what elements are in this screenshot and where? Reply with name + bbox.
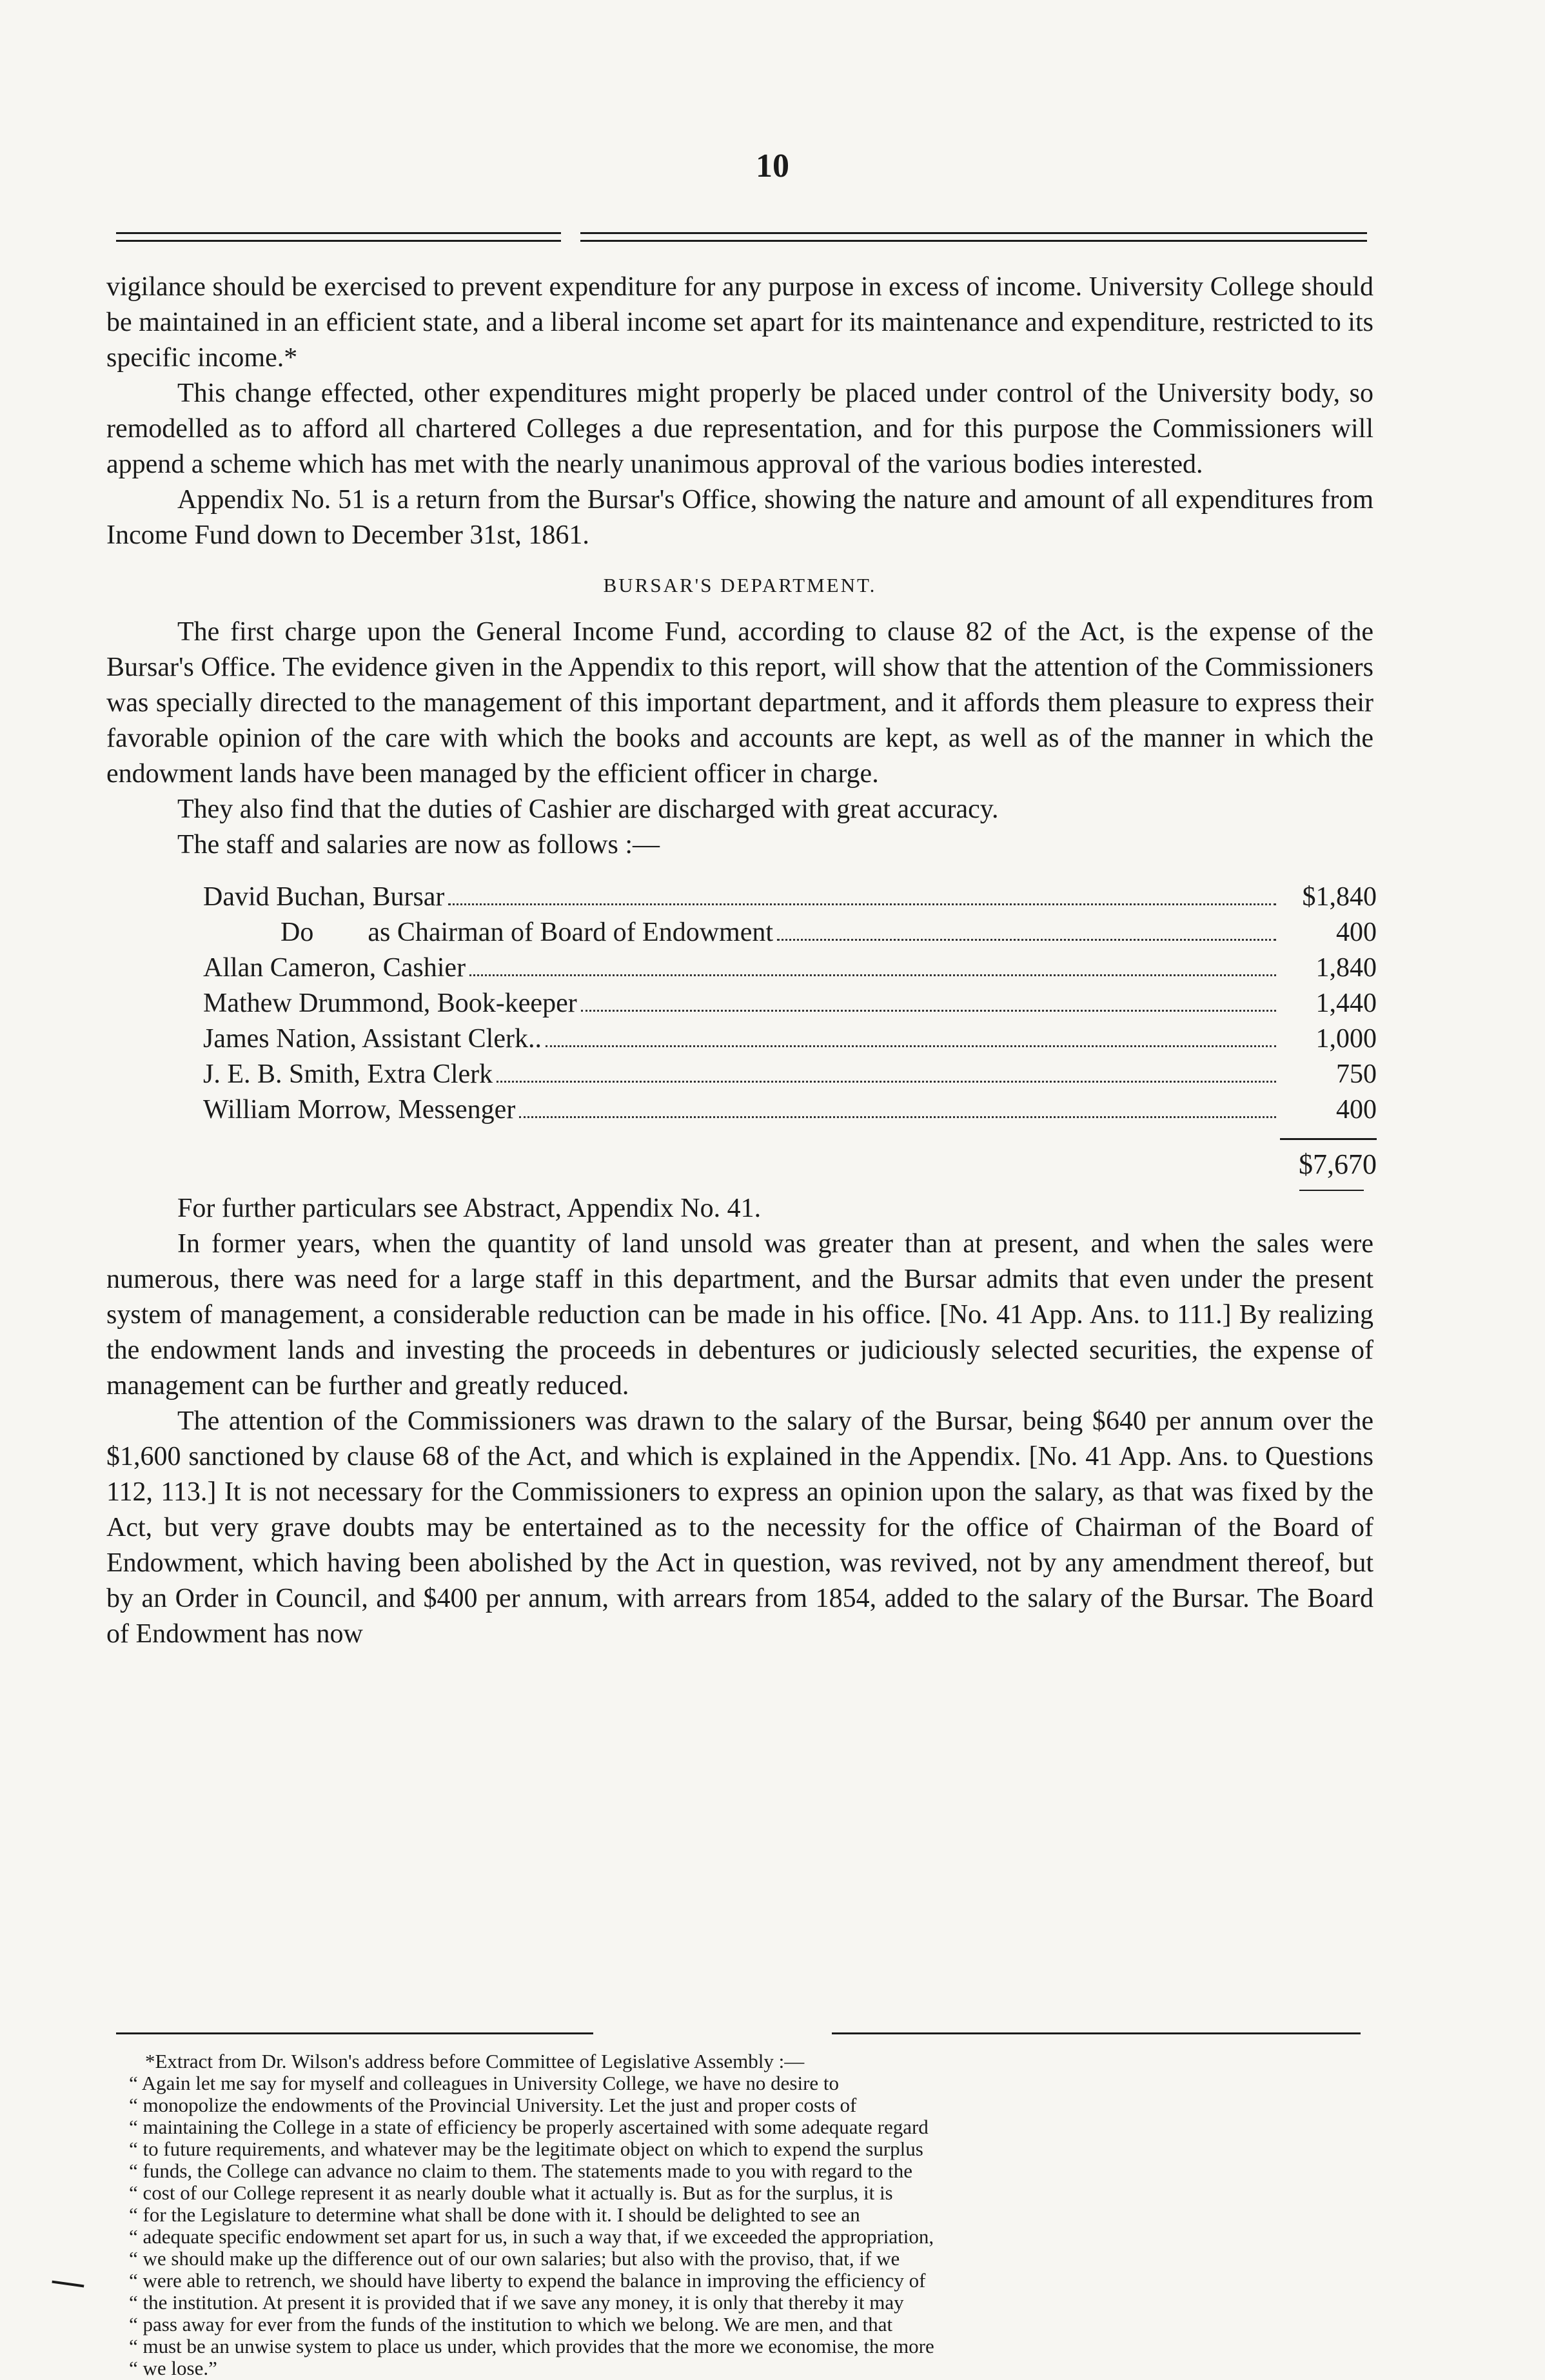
staff-row bbox=[203, 880, 1377, 915]
paragraph: The first charge upon the General Income Fund, according to clause 82 of the Act, is the expense of the Bursar's Office. The evidence given in the Appendix to this report, will show that the attention of the Commissioners was specially directed to the management of this important department, and it affords them pleasure to express their favorable opinion of the care with which the books and accounts are kept, as well as of the manner in which the endowment lands have been managed by the efficient officer in charge. bbox=[106, 617, 1373, 789]
footnote-line: “ for the Legislature to determine what shall be done with it. I should be delighted to see an bbox=[129, 2203, 860, 2226]
leader-dots bbox=[448, 903, 1276, 905]
staff-name: William Morrow, Messenger bbox=[203, 1095, 516, 1125]
paragraph: The staff and salaries are now as follows :— bbox=[177, 830, 660, 860]
staff-row bbox=[203, 1021, 1377, 1057]
page-number: 10 bbox=[756, 148, 789, 184]
paragraph: The attention of the Commissioners was drawn to the salary of the Bursar, being $640 per annum over the $1,600 sanctioned by clause 68 of the Act, and which is explained in the Appendix. [No. 41 App. Ans. to Questions 112, 113.] It is not necessary for the Commissioners to express an opinion upon the salary, as that was fixed by the Act, but very grave doubts may be entertained as to the necessity for the office of Chairman of the Board of Endowment, which having been abolished by the Act in question, was revived, not by any amendment thereof, but by an Order in Council, and $400 per annum, with arrears from 1854, added to the salary of the Bursar. The Board of Endowment has now bbox=[106, 1406, 1373, 1649]
leader-dots bbox=[497, 1081, 1276, 1083]
footnote-line: “ were able to retrench, we should have liberty to expend the balance in improving the efficiency of bbox=[129, 2269, 926, 2292]
staff-amount: 400 bbox=[1336, 1095, 1377, 1125]
staff-amount: 1,840 bbox=[1315, 953, 1377, 983]
paragraph: Appendix No. 51 is a return from the Bursar's Office, showing the nature and amount of all expenditures from Income Fund down to December 31st, 1861. bbox=[106, 485, 1373, 550]
total-rule bbox=[1280, 1138, 1377, 1140]
staff-row bbox=[203, 950, 1377, 986]
leader-dots bbox=[519, 1116, 1276, 1118]
leader-dots bbox=[546, 1045, 1276, 1047]
margin-mark bbox=[52, 2281, 84, 2292]
paragraph: vigilance should be exercised to prevent expenditure for any purpose in excess of income. University College should be maintained in an efficient state, and a liberal income set apart for its maintenance and expenditure, restricted to its specific income.* bbox=[106, 272, 1373, 373]
staff-row bbox=[203, 1092, 1377, 1128]
footnote-rule-right bbox=[832, 2032, 1361, 2041]
staff-name: Allan Cameron, Cashier bbox=[203, 953, 466, 983]
footnote-line: “ the institution. At present it is provided that if we save any money, it is only that thereby it may bbox=[129, 2291, 904, 2314]
footnote-line: “ to future requirements, and whatever may be the legitimate object on which to expend the surplus bbox=[129, 2138, 923, 2160]
staff-row bbox=[203, 915, 1377, 950]
footnote-line: “ funds, the College can advance no claim to them. The statements made to you with regard to the bbox=[129, 2159, 912, 2182]
section-heading: BURSAR'S DEPARTMENT. bbox=[603, 574, 877, 596]
header-rule-right bbox=[580, 232, 1367, 246]
footnote-line: “ monopolize the endowments of the Provincial University. Let the just and proper costs of bbox=[129, 2094, 857, 2116]
paragraph: They also find that the duties of Cashier are discharged with great accuracy. bbox=[177, 794, 999, 824]
footnote-rule-left bbox=[116, 2032, 593, 2041]
paragraph: In former years, when the quantity of land unsold was greater than at present, and when the sales were numerous, there was need for a large staff in this department, and the Bursar admits that even under the present system of management, a considerable reduction can be made in his office. [No. 41 App. Ans. to 111.] By realizing the endowment lands and investing the proceeds in debentures or judiciously selected securities, the expense of management can be further and greatly reduced. bbox=[106, 1229, 1373, 1401]
staff-name: David Buchan, Bursar bbox=[203, 882, 445, 912]
staff-name: J. E. B. Smith, Extra Clerk bbox=[203, 1059, 493, 1089]
leader-dots bbox=[581, 1010, 1276, 1012]
staff-salary-table bbox=[203, 880, 1377, 1191]
staff-row bbox=[203, 1057, 1377, 1092]
footnote-line: “ we should make up the difference out of our own salaries; but also with the proviso, that, if we bbox=[129, 2247, 900, 2270]
footnote-line: “ cost of our College represent it as nearly double what it actually is. But as for the surplus, it is bbox=[129, 2181, 893, 2204]
paragraph: For further particulars see Abstract, Appendix No. 41. bbox=[177, 1194, 762, 1223]
staff-name: Do as Chairman of Board of Endowment bbox=[280, 918, 774, 947]
footnote-line: “ adequate specific endowment set apart for us, in such a way that, if we exceeded the appropriation, bbox=[129, 2225, 934, 2248]
staff-amount: 400 bbox=[1336, 918, 1377, 947]
header-rule-left bbox=[116, 232, 561, 246]
leader-dots bbox=[469, 974, 1276, 976]
body-text bbox=[106, 270, 1377, 1652]
paragraph: This change effected, other expenditures might properly be placed under control of the University body, so remodelled as to afford all chartered Colleges a due representation, and for this purpose the Commissioners will append a scheme which has met with the nearly unanimous approval of the various bodies interested. bbox=[106, 379, 1373, 479]
footnote-line: “ pass away for ever from the funds of the institution to which we belong. We are men, and that bbox=[129, 2313, 893, 2336]
staff-amount: 1,440 bbox=[1315, 988, 1377, 1018]
staff-amount: 750 bbox=[1336, 1059, 1377, 1089]
staff-name: James Nation, Assistant Clerk.. bbox=[203, 1024, 542, 1054]
footnote-line: “ we lose.” bbox=[129, 2357, 217, 2379]
footnote-line: “ maintaining the College in a state of efficiency be properly ascertained with some adequate regard bbox=[129, 2116, 929, 2138]
staff-name: Mathew Drummond, Book-keeper bbox=[203, 988, 577, 1018]
staff-row bbox=[203, 986, 1377, 1021]
footnote bbox=[113, 2051, 1370, 2379]
leader-dots bbox=[777, 939, 1276, 941]
staff-amount: $1,840 bbox=[1302, 882, 1377, 912]
staff-amount: 1,000 bbox=[1315, 1024, 1377, 1054]
footnote-line: “ must be an unwise system to place us under, which provides that the more we economise, the more bbox=[129, 2335, 934, 2357]
staff-total: $7,670 bbox=[1299, 1148, 1377, 1180]
footnote-intro: *Extract from Dr. Wilson's address before Committee of Legislative Assembly :— bbox=[145, 2050, 805, 2072]
footnote-line: “ Again let me say for myself and colleagues in University College, we have no desire to bbox=[129, 2072, 840, 2094]
